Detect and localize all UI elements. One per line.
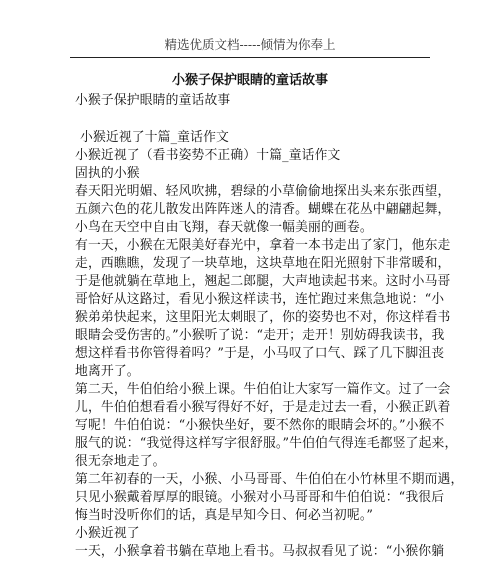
- text-line: 一天，小猴拿着书躺在草地上看书。马叔叔看见了说：“小猴你躺: [75, 544, 445, 559]
- text-line: 五颜六色的花儿散发出阵阵迷人的清香。蝴蝶在花丛中翩翩起舞，: [75, 202, 451, 217]
- text-line: 猴弟弟快起来，这里阳光太刺眼了，你的姿势也不对，你这样看书: [75, 310, 451, 325]
- text-line: 写呢！牛伯伯说：“小猴快坐好，要不然你的眼睛会坏的。”小猴不: [75, 418, 445, 433]
- text-line: 服气的说：“我觉得这样写字很舒服。”牛伯伯气得连毛都竖了起来，: [75, 436, 458, 451]
- text-line: 有一天，小猴在无限美好春光中，拿着一本书走出了家门，他东走: [75, 238, 451, 253]
- subtitle-line: 小猴子保护眼睛的童话故事: [75, 93, 231, 108]
- text-line: 第二天，牛伯伯给小猴上课。牛伯伯让大家写一篇作文。过了一会: [75, 382, 451, 397]
- text-line: 春天阳光明媚、轻风吹拂，碧绿的小草偷偷地探出头来东张西望，: [75, 184, 451, 199]
- text-line: 眼睛会受伤害的。”小猴听了说：“走开；走开！别妨碍我读书，我: [75, 328, 445, 343]
- text-line: 地离开了。: [75, 364, 140, 379]
- story-title: 小猴近视了: [75, 526, 140, 541]
- section-heading: 小猴近视了（看书姿势不正确）十篇_童话作文: [75, 148, 341, 163]
- text-line: 很无奈地走了。: [75, 454, 166, 469]
- text-line: 第二年初春的一天，小猴、小马哥哥、牛伯伯在小竹林里不期而遇，: [75, 472, 464, 487]
- text-line: 小鸟在天空中自由飞翔，春天就像一幅美丽的画卷。: [75, 220, 373, 235]
- text-line: 悔当时没听你们的话，真是早知今日、何必当初呢。”: [75, 508, 374, 523]
- running-header: 精选优质文档-----倾情为你奉上: [164, 37, 336, 52]
- text-line: 只见小猴戴着厚厚的眼镜。小猴对小马哥哥和牛伯伯说：“我很后: [75, 490, 445, 505]
- text-line: 于是他就躺在草地上，翘起二郎腿，大声地读起书来。这时小马哥: [75, 274, 451, 289]
- text-line: 走，西瞧瞧，发现了一块草地，这块草地在阳光照射下非常暖和，: [75, 256, 451, 271]
- section-heading: 小猴近视了十篇_童话作文: [80, 130, 229, 145]
- header-rule: [70, 57, 430, 58]
- text-line: 儿，牛伯伯想看看小猴写得好不好，于是走过去一看，小猴正趴着: [75, 400, 451, 415]
- story-title: 固执的小猴: [75, 166, 140, 181]
- text-line: 哥恰好从这路过，看见小猴这样读书，连忙跑过来焦急地说：“小: [75, 292, 445, 307]
- document-title: 小猴子保护眼睛的童话故事: [171, 73, 328, 88]
- text-line: 想这样看书你管得着吗？”于是，小马叹了口气、踩了几下脚沮丧: [75, 346, 445, 361]
